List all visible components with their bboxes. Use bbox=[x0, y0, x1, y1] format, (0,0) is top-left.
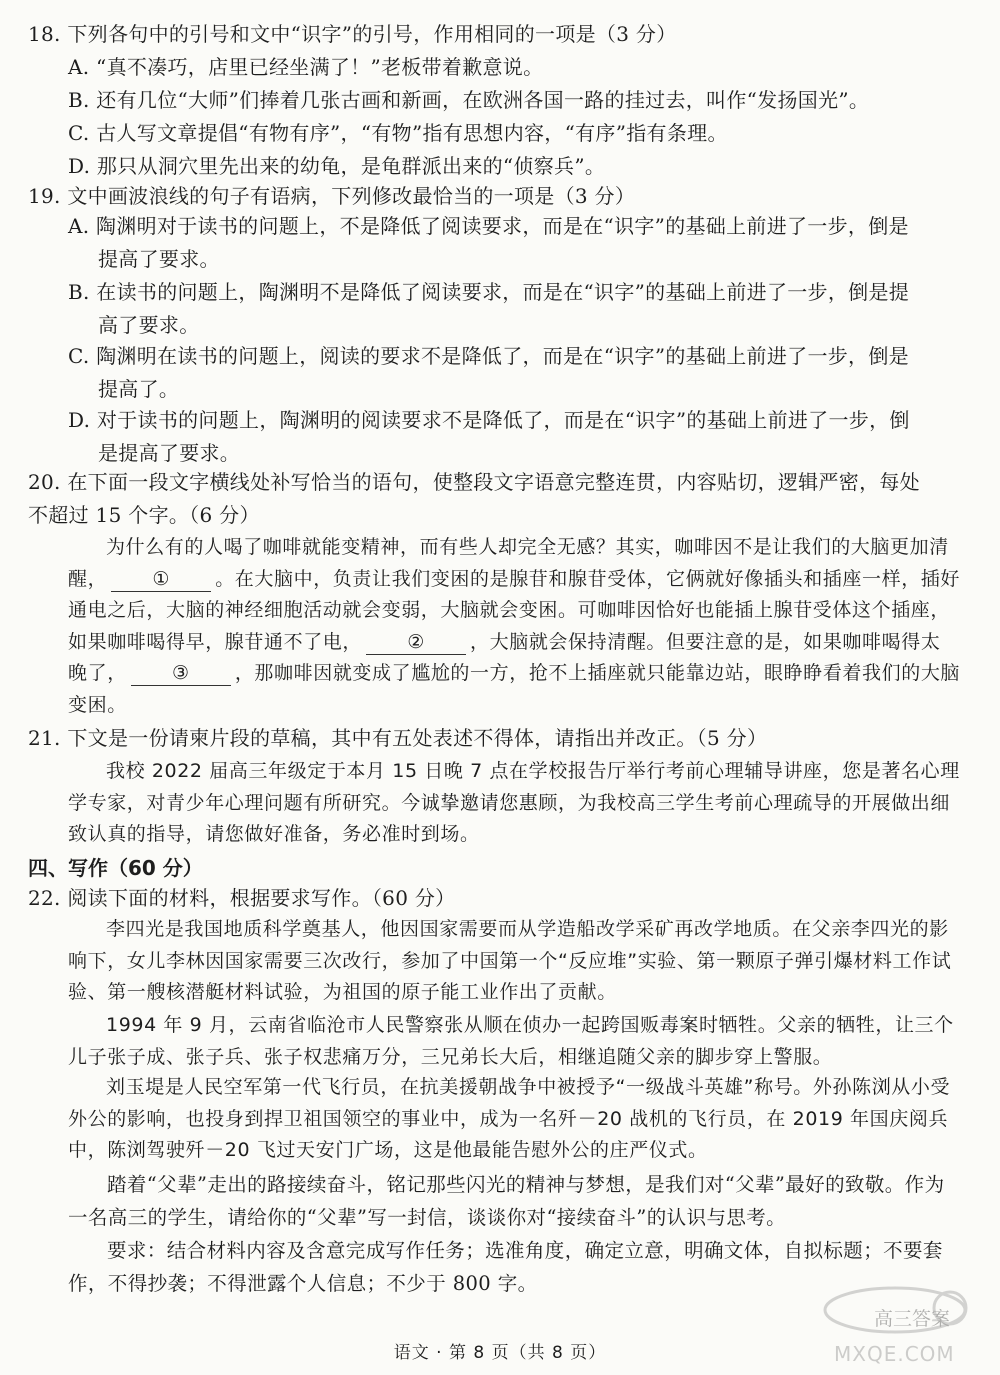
section-writing-title: 四、写作（60 分） bbox=[28, 856, 203, 880]
q18-option-c: C. 古人写文章提倡“有物有序”，“有物”指有思想内容，“有序”指有条理。 bbox=[68, 121, 728, 145]
q19-option-a-line2: 提高了要求。 bbox=[98, 247, 220, 271]
q19-option-d-line2: 是提高了要求。 bbox=[98, 441, 241, 465]
q20-passage-part4: ，那咖啡因就变成了尴尬的一方，抢不上插座就只能靠边站，眼睁睁看着我们的大脑变困。 bbox=[68, 662, 961, 716]
q22-para-3: 刘玉堤是人民空军第一代飞行员，在抗美援朝战争中被授予“一级战斗英雄”称号。外孙陈浏从小受外公的影响，也投身到捍卫祖国领空的事业中，成为一名歼－20 战机的飞行员，在 2019 年国庆阅兵中，陈浏驾驶歼－20 飞过天安门广场，这是他最能告慰外公的庄严仪式。 bbox=[68, 1076, 951, 1161]
q19-option-c-line2: 提高了。 bbox=[98, 377, 180, 401]
q21-invitation-text: 我校 2022 届高三年级定于本月 15 日晚 7 点在学校报告厅举行考前心理辅导讲座，您是著名心理学专家，对青少年心理问题有所研究。今诚挚邀请您惠顾，为我校高三学生考前心理疏导的开展做出细致认真的指导，请您做好准备，务必准时到场。 bbox=[68, 760, 960, 845]
q20-blank-3: ③ bbox=[131, 661, 231, 686]
q19-option-c bbox=[68, 340, 963, 406]
page-footer: 语文 · 第 8 页（共 8 页） bbox=[393, 1343, 607, 1363]
q22-para-4: 踏着“父辈”走出的路接续奋斗，铭记那些闪光的精神与梦想，是我们对“父辈”最好的致敬。作为一名高三的学生，请给你的“父辈”写一封信，谈谈你对“接续奋斗”的认识与思考。 bbox=[68, 1173, 945, 1229]
q20-passage-part3: ，大脑就会保持清醒。但要注意的是，如果咖啡喝得太晚了， bbox=[68, 630, 941, 684]
q18-stem: 18. 下列各句中的引号和文中“识字”的引号，作用相同的一项是（3 分） bbox=[28, 22, 677, 46]
q18-option-d: D. 那只从洞穴里先出来的幼龟，是龟群派出来的“侦察兵”。 bbox=[68, 154, 606, 178]
q20-passage bbox=[68, 532, 960, 721]
q20-passage-part1: 为什么有的人喝了咖啡就能变精神，而有些人却完全无感？其实，咖啡因不是让我们的大脑更加清醒， bbox=[68, 536, 949, 590]
q18-option-b: B. 还有几位“大师”们捧着几张古画和新画，在欧洲各国一路的挂过去，叫作“发扬国光”。 bbox=[68, 88, 870, 112]
q20-blank-1: ① bbox=[111, 567, 211, 592]
q19-option-d bbox=[68, 404, 963, 470]
q19-option-b-line2: 高了要求。 bbox=[98, 313, 200, 337]
q20-blank-2: ② bbox=[366, 630, 466, 655]
q19-option-d-line1: D. 对于读书的问题上，陶渊明的阅读要求不是降低了，而是在“识字”的基础上前进了一步，倒 bbox=[68, 408, 910, 432]
q22-para-2: 1994 年 9 月，云南省临沧市人民警察张从顺在侦办一起跨国贩毒案时牺牲。父亲的牺牲，让三个儿子张子成、张子兵、张子权悲痛万分，三兄弟长大后，相继追随父亲的脚步穿上警服。 bbox=[68, 1014, 954, 1068]
q22-stem: 22. 阅读下面的材料，根据要求写作。（60 分） bbox=[28, 886, 456, 910]
q18-option-a: A. “真不凑巧，店里已经坐满了！”老板带着歉意说。 bbox=[68, 55, 544, 79]
q19-option-a-line1: A. 陶渊明对于读书的问题上，不是降低了阅读要求，而是在“识字”的基础上前进了一步，倒是 bbox=[68, 214, 909, 238]
q19-option-b bbox=[68, 276, 963, 342]
q19-stem: 19. 文中画波浪线的句子有语病，下列修改最恰当的一项是（3 分） bbox=[28, 184, 636, 208]
q19-option-c-line1: C. 陶渊明在读书的问题上，阅读的要求不是降低了，而是在“识字”的基础上前进了一步，倒是 bbox=[68, 344, 909, 368]
watermark-url: MXQE.COM bbox=[834, 1342, 955, 1366]
watermark-text: 高三答案 bbox=[874, 1308, 951, 1330]
q22-para-1: 李四光是我国地质科学奠基人，他因国家需要而从学造船改学采矿再改学地质。在父亲李四光的影响下，女儿李林因国家需要三次改行，参加了中国第一个“反应堆”实验、第一颗原子弹引爆材料工作试验、第一艘核潜艇材料试验，为祖国的原子能工业作出了贡献。 bbox=[68, 918, 952, 1003]
q20-passage-part2: 。在大脑中，负责让我们变困的是腺苷和腺苷受体，它俩就好像插头和插座一样，插好通电之后，大脑的神经细胞活动就会变弱，大脑就会变困。可咖啡因恰好也能插上腺苷受体这个插座，如果咖啡喝得早，腺苷通不了电， bbox=[68, 567, 961, 653]
q22-requirements: 要求：结合材料内容及含意完成写作任务；选准角度，确定立意，明确文体，自拟标题；不要套作，不得抄袭；不得泄露个人信息；不少于 800 字。 bbox=[68, 1239, 943, 1295]
q21-stem: 21. 下文是一份请柬片段的草稿，其中有五处表述不得体，请指出并改正。（5 分） bbox=[28, 726, 768, 750]
q19-option-a bbox=[68, 210, 963, 276]
q20-stem-line2: 不超过 15 个字。（6 分） bbox=[28, 503, 260, 527]
q19-option-b-line1: B. 在读书的问题上，陶渊明不是降低了阅读要求，而是在“识字”的基础上前进了一步，倒是提 bbox=[68, 280, 910, 304]
watermark bbox=[810, 1280, 980, 1370]
q20-stem-line1: 20. 在下面一段文字横线处补写恰当的语句，使整段文字语意完整连贯，内容贴切，逻辑严密，每处 bbox=[28, 470, 920, 494]
